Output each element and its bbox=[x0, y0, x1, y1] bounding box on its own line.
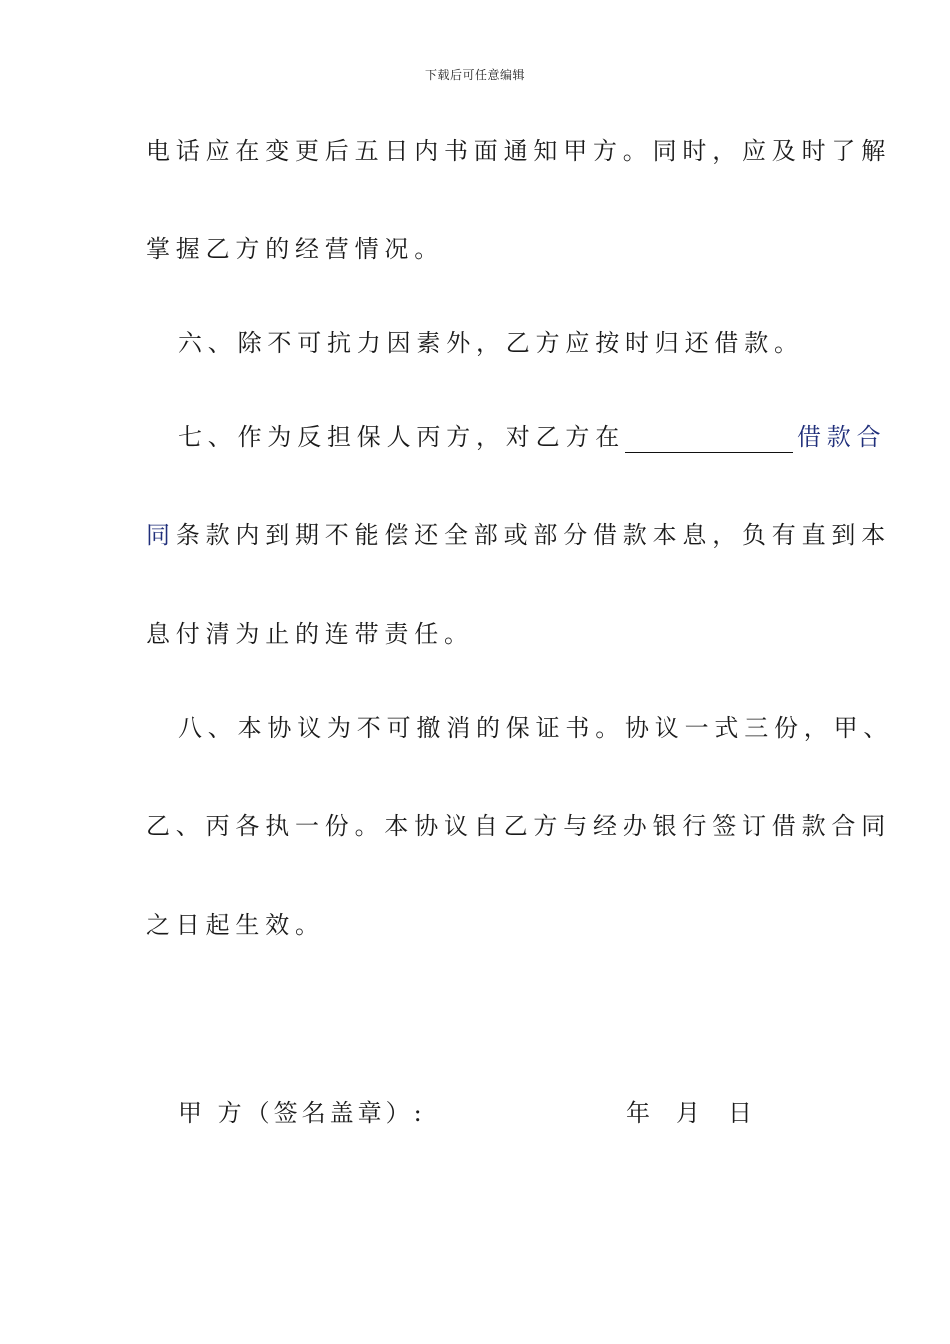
fill-in-blank[interactable] bbox=[625, 426, 793, 453]
clause-7-end: 息付清为止的连带责任。 bbox=[146, 620, 474, 648]
clause-8-continuation: 乙、丙各执一份。本协议自乙方与经办银行签订借款合同 bbox=[146, 812, 891, 840]
clause-8: 八、本协议为不可撤消的保证书。协议一式三份，甲、 bbox=[178, 714, 894, 742]
date-day-label: 日 bbox=[728, 1099, 752, 1127]
body-line-2: 掌握乙方的经营情况。 bbox=[146, 235, 444, 263]
date-month-label: 月 bbox=[676, 1099, 700, 1127]
clause-7-continuation bbox=[146, 519, 891, 551]
clause-8-end: 之日起生效。 bbox=[146, 911, 325, 939]
loan-contract-link-part2[interactable]: 同 bbox=[146, 521, 176, 549]
clause-6: 六、除不可抗力因素外，乙方应按时归还借款。 bbox=[178, 329, 804, 357]
clause-7-line bbox=[178, 421, 886, 453]
loan-contract-link-part1[interactable]: 借款合 bbox=[797, 423, 887, 451]
clause-7-continuation-text: 条款内到期不能偿还全部或部分借款本息，负有直到本 bbox=[175, 521, 892, 549]
party-a-signature-label: 甲 方（签名盖章）: bbox=[178, 1099, 426, 1127]
date-year-label: 年 bbox=[626, 1099, 650, 1127]
body-line-1: 电话应在变更后五日内书面通知甲方。同时，应及时了解 bbox=[146, 137, 891, 165]
page-header: 下载后可任意编辑 bbox=[424, 68, 525, 82]
clause-7-text: 七、作为反担保人丙方，对乙方在 bbox=[178, 423, 625, 451]
